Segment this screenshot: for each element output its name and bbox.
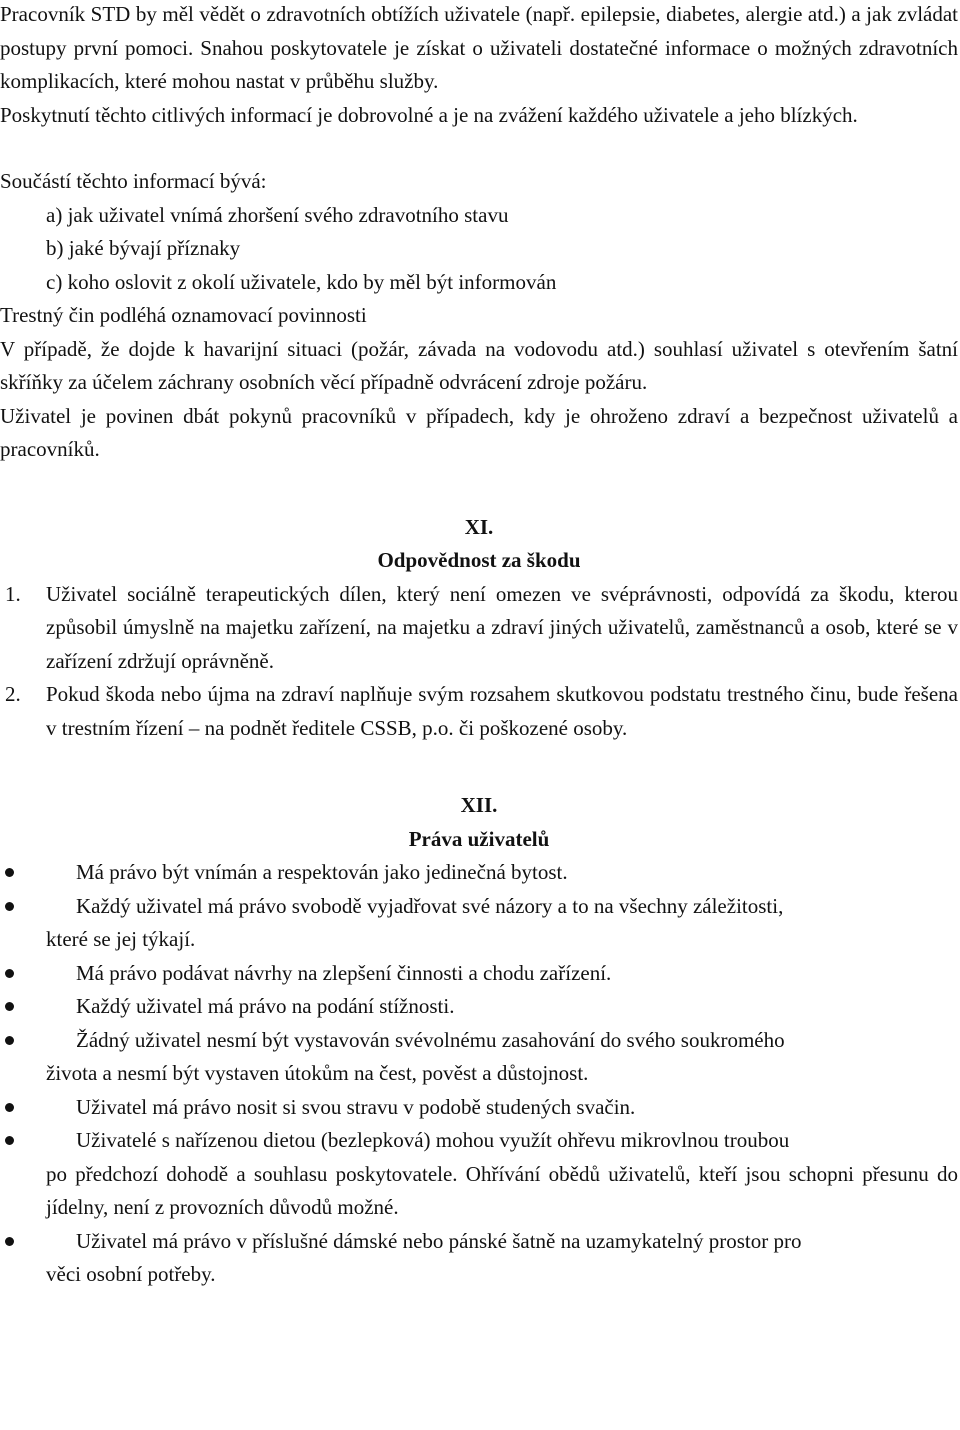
- info-list-item-b: b) jaké bývají příznaky: [46, 236, 241, 260]
- bullet-dot-icon: [5, 868, 14, 877]
- emergency-paragraph: V případě, že dojde k havarijní situaci (požár, závada na vodovodu atd.) souhlasí uživatel s otevřením šatní skříňky za účelem záchrany osobních věcí případně odvrácení zdroje požáru.: [0, 336, 958, 394]
- rights-list-item: [0, 1024, 958, 1091]
- bullet-dot-icon: [5, 1002, 14, 1011]
- item-text: Pokud škoda nebo újma na zdraví naplňuje svým rozsahem skutkovou podstatu trestného činu, bude řešena v trestním řízení – na podnět ředitele CSSB, p.o. či poškozené osoby.: [46, 682, 958, 740]
- rights-list-item: [0, 856, 958, 890]
- rights-list: [0, 856, 958, 1292]
- rights-item-text-continued: které se jej týkají.: [46, 927, 196, 951]
- section-xi-item-1: [0, 578, 958, 679]
- section-xi-number: XI.: [464, 514, 494, 539]
- section-xi-item-2: [0, 678, 958, 745]
- rights-item-text-continued: života a nesmí být vystaven útokům na čest, pověst a důstojnost.: [46, 1061, 589, 1085]
- rights-list-item: [0, 1091, 958, 1125]
- rights-item-text-continued: po předchozí dohodě a souhlasu poskytovatele. Ohřívání obědů uživatelů, kteří jsou schopni přesunu do jídelny, není z provozních důvodů možné.: [46, 1161, 958, 1219]
- rights-item-text: Každý uživatel má právo svobodě vyjadřovat své názory a to na všechny záležitosti,: [76, 893, 784, 918]
- rights-list-item: [0, 1225, 958, 1292]
- crime-reporting-paragraph: Trestný čin podléhá oznamovací povinnosti: [0, 303, 367, 327]
- intro-paragraph-health: Pracovník STD by měl vědět o zdravotních obtížích uživatele (např. epilepsie, diabetes, alergie atd.) a jak zvládat postupy první pomoci. Snahou poskytovatele je získat o uživateli dostatečné informace o možných zdravotních komplikacích, které mohou nastat v průběhu služby.: [0, 2, 958, 93]
- rights-item-text: Má právo být vnímán a respektován jako jedinečná bytost.: [76, 860, 568, 884]
- info-list-item-c: c) koho oslovit z okolí uživatele, kdo by měl být informován: [46, 269, 557, 294]
- rights-item-text-continued: věci osobní potřeby.: [46, 1262, 216, 1286]
- item-text: Uživatel sociálně terapeutických dílen, který není omezen ve svéprávnosti, odpovídá za škodu, kterou způsobil úmyslně na majetku zařízení, na majetku a zdraví jiných uživatelů, zaměstnanců a osob, které se v zařízení zdržují oprávněně.: [46, 581, 958, 673]
- info-list-item-a: a) jak uživatel vnímá zhoršení svého zdravotního stavu: [46, 202, 509, 227]
- rights-list-item: [0, 957, 958, 991]
- intro-paragraph-consent: Poskytnutí těchto citlivých informací je dobrovolné a je na zvážení každého uživatele a jeho blízkých.: [0, 102, 858, 127]
- item-number: 2.: [5, 682, 21, 706]
- rights-item-text: Uživatel má právo nosit si svou stravu v podobě studených svačin.: [76, 1094, 636, 1119]
- bullet-dot-icon: [5, 969, 14, 978]
- section-xii-title: Práva uživatelů: [408, 826, 550, 851]
- bullet-dot-icon: [5, 1103, 14, 1112]
- rights-list-item: [0, 890, 958, 957]
- rights-item-text: Má právo podávat návrhy na zlepšení činnosti a chodu zařízení.: [76, 960, 612, 985]
- rights-item-text: Uživatelé s nařízenou dietou (bezlepková) mohou využít ohřevu mikrovlnou troubou: [76, 1128, 790, 1152]
- rights-item-text: Žádný uživatel nesmí být vystavován svévolnému zasahování do svého soukromého: [76, 1027, 785, 1052]
- rights-item-text: Uživatel má právo v příslušné dámské nebo pánské šatně na uzamykatelný prostor pro: [76, 1228, 802, 1253]
- spacer: [0, 745, 958, 789]
- info-list: [0, 199, 958, 300]
- rights-list-item: [0, 990, 958, 1024]
- bullet-dot-icon: [5, 1036, 14, 1045]
- rights-list-item: [0, 1124, 958, 1225]
- bullet-dot-icon: [5, 902, 14, 911]
- section-xi-title: Odpovědnost za škodu: [377, 548, 581, 572]
- spacer: [0, 467, 958, 511]
- info-lead: Součástí těchto informací bývá:: [0, 169, 267, 193]
- spacer: [0, 132, 958, 165]
- bullet-dot-icon: [5, 1237, 14, 1246]
- bullet-dot-icon: [5, 1136, 14, 1145]
- rights-item-text: Každý uživatel má právo na podání stížnosti.: [76, 994, 455, 1018]
- user-duty-paragraph: Uživatel je povinen dbát pokynů pracovníků v případech, kdy je ohroženo zdraví a bezpečnost uživatelů a pracovníků.: [0, 403, 958, 461]
- section-xi-list: [0, 578, 958, 746]
- section-xii-number: XII.: [460, 793, 498, 817]
- item-number: 1.: [5, 581, 21, 606]
